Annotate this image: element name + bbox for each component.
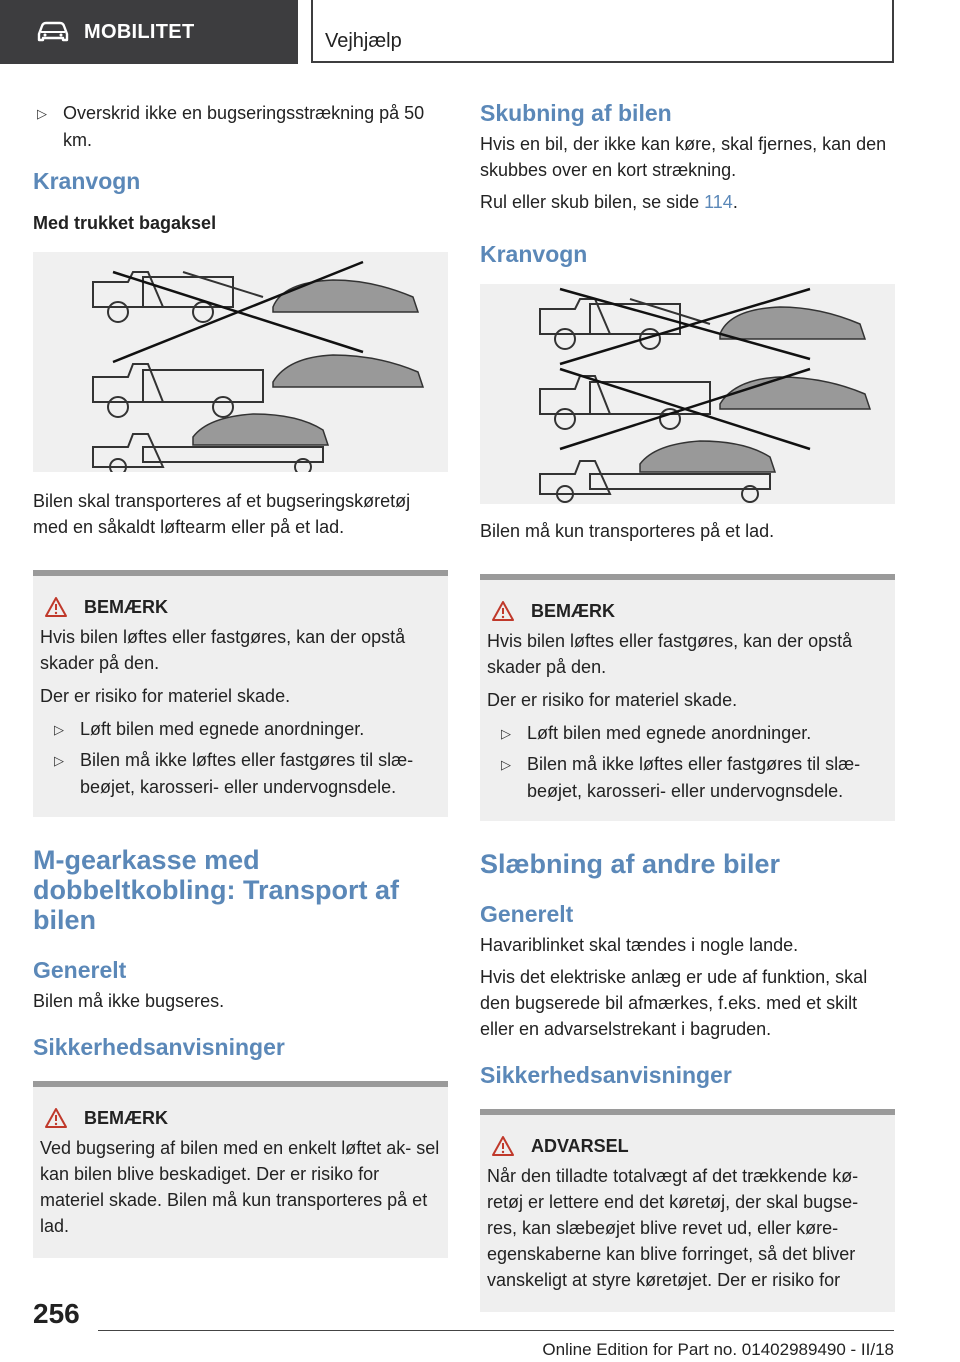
paragraph: Hvis en bil, der ikke kan køre, skal fjernes, kan den skubbes over en kort strækning. (480, 134, 887, 180)
heading-generelt: Generelt (480, 901, 574, 927)
note-box (33, 1081, 448, 1258)
chapter-title: Vejhjælp (325, 30, 402, 52)
note-header (40, 1107, 440, 1129)
towing-illustration-2 (480, 284, 895, 504)
note-text: Hvis bilen løftes eller fastgøres, kan der opstå skader på den. (40, 627, 406, 673)
list-item: ▷ Bilen må ikke løftes eller fastgøres til slæ‐ beøjet, karosseri- eller undervognsdele. (50, 747, 440, 801)
note-box (480, 574, 895, 821)
heading-kranvogn: Kranvogn (480, 241, 588, 267)
note-title: BEMÆRK (84, 1107, 168, 1128)
warning-triangle-icon (491, 1135, 515, 1157)
heading-generelt: Generelt (33, 957, 127, 983)
note-box (33, 570, 448, 817)
list-item: ▷ Løft bilen med egnede anordninger. (497, 720, 887, 747)
warning-title: ADVARSEL (531, 1135, 629, 1156)
triangle-bullet-icon: ▷ (54, 753, 64, 768)
note-title: BEMÆRK (531, 600, 615, 621)
tow-truck-illustration (33, 252, 448, 472)
list-item: ▷ Løft bilen med egnede anordninger. (50, 716, 440, 743)
note-header (487, 600, 887, 622)
list-item: ▷ Bilen må ikke løftes eller fastgøres til slæ‐ beøjet, karosseri- eller undervognsdele. (497, 751, 887, 805)
left-column (33, 100, 448, 1258)
heading-sikkerhed: Sikkerhedsanvisninger (480, 1062, 732, 1088)
page-number: 256 (33, 1298, 80, 1329)
car-icon (36, 21, 70, 43)
paragraph: Bilen må ikke bugseres. (33, 991, 225, 1011)
heading-mgear: M-gearkasse med dobbeltkobling: Transport af bilen (33, 845, 399, 935)
triangle-bullet-icon: ▷ (54, 722, 64, 737)
heading-kranvogn: Kranvogn (33, 168, 141, 194)
page-link[interactable]: 114 (704, 192, 733, 212)
towing-illustration-1 (33, 252, 448, 472)
warning-text: Når den tilladte totalvægt af det trækkende kø‐ retøj er lettere end det køretøj, der skal bugse‐ res, kan slæbeøjet blive revet ud, eller køre‐ egenskaberne kan blive forringet, så det bliver vanskeligt at styre køretøjet. Der er risiko for (487, 1166, 859, 1290)
triangle-bullet-icon: ▷ (501, 757, 511, 772)
paragraph: Rul eller skub bilen, se side 114. (480, 192, 738, 212)
warning-triangle-icon (491, 600, 515, 622)
footer-divider (98, 1330, 894, 1331)
heading-sikkerhed: Sikkerhedsanvisninger (33, 1034, 285, 1060)
subheading-bagaksel: Med trukket bagaksel (33, 213, 217, 233)
footer-edition: Online Edition for Part no. 01402989490 - II/18 (542, 1340, 894, 1359)
section-title: MOBILITET (84, 20, 195, 43)
caption: Bilen må kun transporteres på et lad. (480, 521, 775, 541)
triangle-bullet-icon: ▷ (501, 726, 511, 741)
paragraph: Havariblinket skal tændes i nogle lande. (480, 935, 799, 955)
list-item: ▷ Overskrid ikke en bugseringsstrækning på 50 km. (33, 100, 448, 154)
caption: Bilen skal transporteres af et bugseringskøretøj med en såkaldt løftearm eller på et lad. (33, 491, 411, 537)
warning-header (487, 1135, 887, 1157)
note-text: Ved bugsering af bilen med en enkelt løftet ak‐ sel kan bilen blive beskadiget. Der er risiko for materiel skade. Bilen må kun transporteres på et lad. (40, 1138, 440, 1236)
triangle-bullet-icon: ▷ (37, 106, 47, 121)
warning-triangle-icon (44, 596, 68, 618)
warning-box (480, 1109, 895, 1312)
warning-triangle-icon (44, 1107, 68, 1129)
chapter-header (311, 0, 894, 63)
section-tab (0, 0, 298, 64)
heading-skubning: Skubning af bilen (480, 100, 672, 126)
note-header (40, 596, 440, 618)
tow-truck-illustration (480, 284, 895, 504)
note-title: BEMÆRK (84, 596, 168, 617)
note-text: Hvis bilen løftes eller fastgøres, kan der opstå skader på den. (487, 631, 853, 677)
heading-slaebning: Slæbning af andre biler (480, 849, 781, 879)
note-text: Der er risiko for materiel skade. (40, 686, 291, 706)
paragraph: Hvis det elektriske anlæg er ude af funktion, skal den bugserede bil afmærkes, f.eks. med et skilt eller en advarselstrekant i bagruden. (480, 967, 868, 1039)
note-text: Der er risiko for materiel skade. (487, 690, 738, 710)
right-column (480, 100, 895, 1312)
